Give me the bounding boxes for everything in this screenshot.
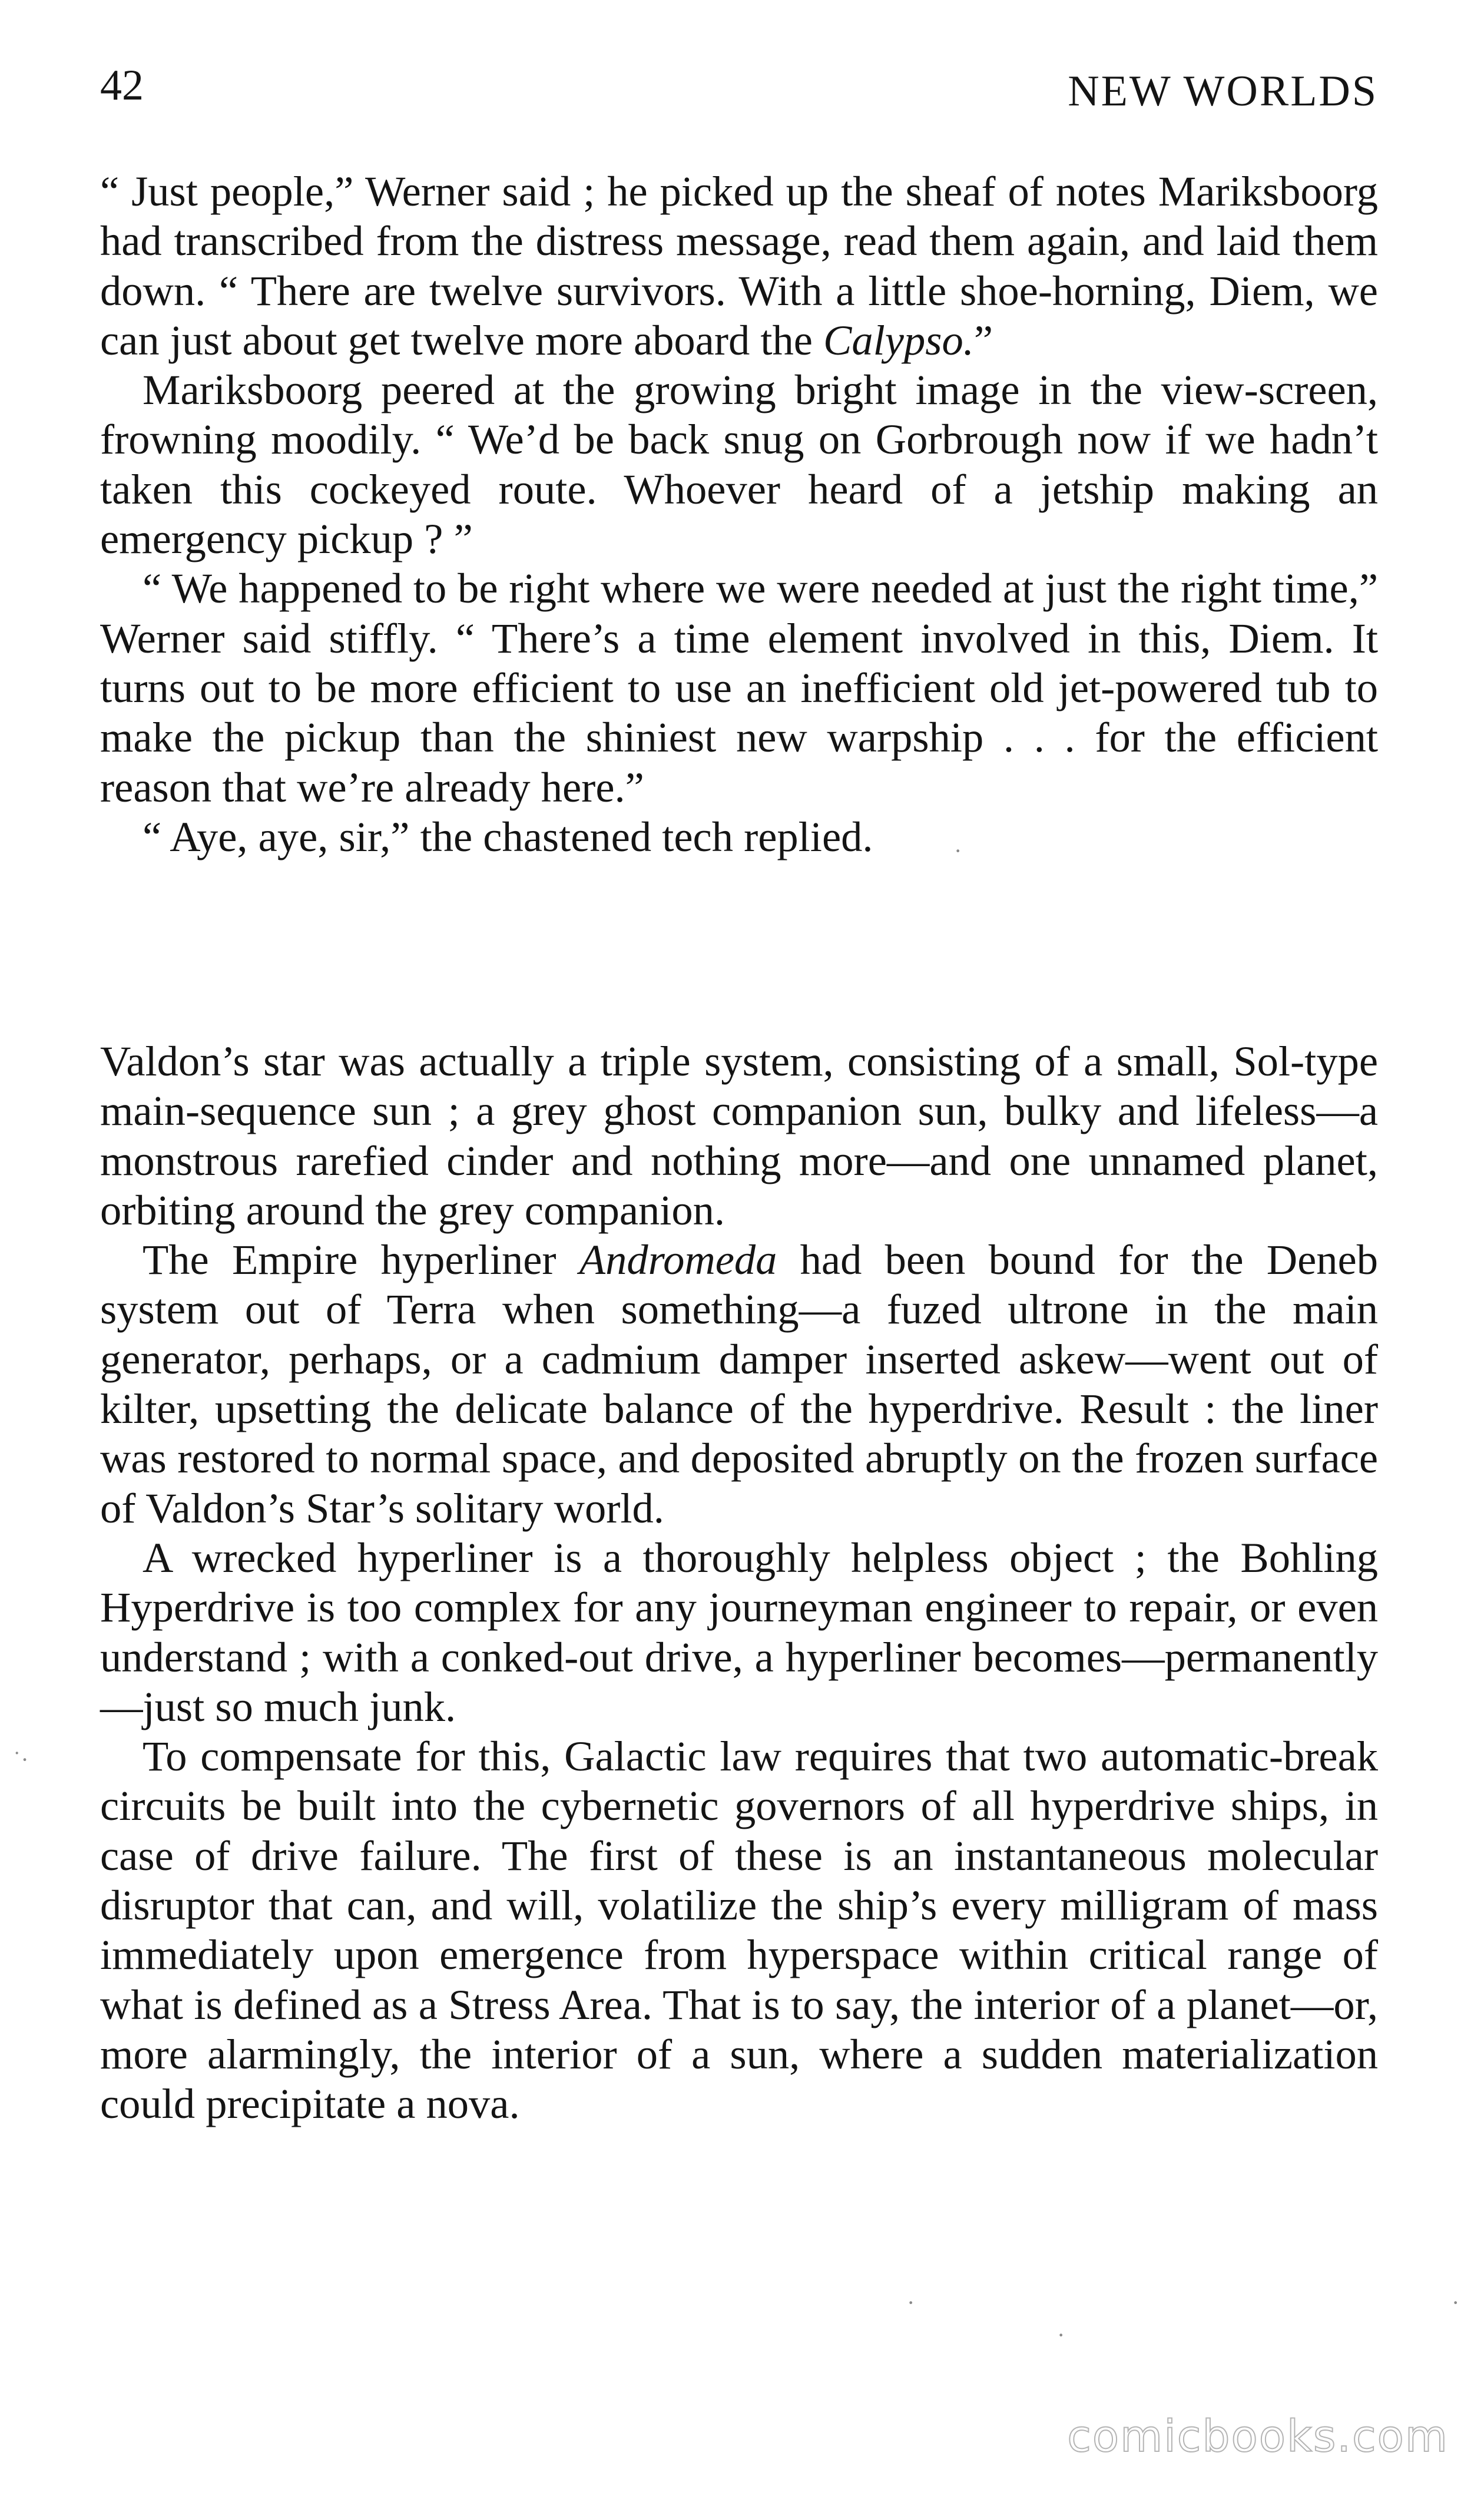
paragraph: To compensate for this, Galactic law requires that two automatic-break circuits be built into the cybernetic governors of all hyperdrive ships, in case of drive failure. The first of these is an instantaneous molecular disruptor that can, and will, volatilize the ship’s every milligram of mass immediately upon emergence from hyperspace within critical range of what is defined as a Stress Area. That is to say, the interior of a planet—or, more alarmingly, the interior of a sun, where a sudden materialization could precipitate a nova. [100,1732,1378,2128]
print-speck: · [1057,2322,1065,2348]
paragraph: Valdon’s star was actually a triple system, consisting of a small, Sol-type main-sequence sun ; a grey ghost companion sun, bulky and lifeless—a monstrous rarefied cinder and nothing more—and one unnamed planet, orbiting around the grey companion. [100,1037,1378,1234]
print-speck: · [954,838,962,864]
story-section-two [100,1037,1378,2129]
paragraph: “ We happened to be right where we were needed at just the right time,” Werner said stiffly. “ There’s a time element involved in this, Diem. It turns out to be more efficient to use an inefficient old jet-powered tub to make the pickup than the shiniest new warpship . . . for the efficient reason that we’re already here.” [100,564,1378,811]
page-number: 42 [100,61,144,110]
running-title: NEW WORLDS [1068,67,1378,115]
print-speck: · [1452,2289,1460,2316]
story-section-one [100,167,1378,862]
ship-name: Andromeda [579,1236,777,1284]
print-speck: · [907,2289,915,2316]
paragraph: “ Aye, aye, sir,” the chastened tech replied. [143,812,873,860]
watermark: comicbooks.com [1067,2411,1449,2462]
paragraph: “ Just people,” Werner said ; he picked up the sheaf of notes Mariksboorg had transcribed from the distress message, read them again, and laid them down. “ There are twelve survivors. With a little shoe-horning, Diem, we can just about get twelve more aboard the Calypso.” [100,167,1378,364]
print-speck: ˙· [13,1746,29,1773]
ship-name: Calypso. [823,316,974,364]
paragraph: A wrecked hyperliner is a thoroughly helpless object ; the Bohling Hyperdrive is too complex for any journeyman engineer to repair, or even understand ; with a conked-out drive, a hyperliner becomes—permanently—just so much junk. [100,1533,1378,1730]
paragraph: Mariksboorg peered at the growing bright image in the view-screen, frowning moodily. “ We’d be back snug on Gorbrough now if we hadn’t taken this cockeyed route. Whoever heard of a jetship making an emergency pickup ? ” [100,366,1378,563]
paragraph: The Empire hyperliner Andromeda had been bound for the Deneb system out of Terra when something—a fuzed ultrone in the main generator, perhaps, or a cadmium damper inserted askew—went out of kilter, upsetting the delicate balance of the hyperdrive. Result : the liner was restored to normal space, and deposited abruptly on the frozen surface of Valdon’s Star’s solitary world. [100,1236,1378,1532]
